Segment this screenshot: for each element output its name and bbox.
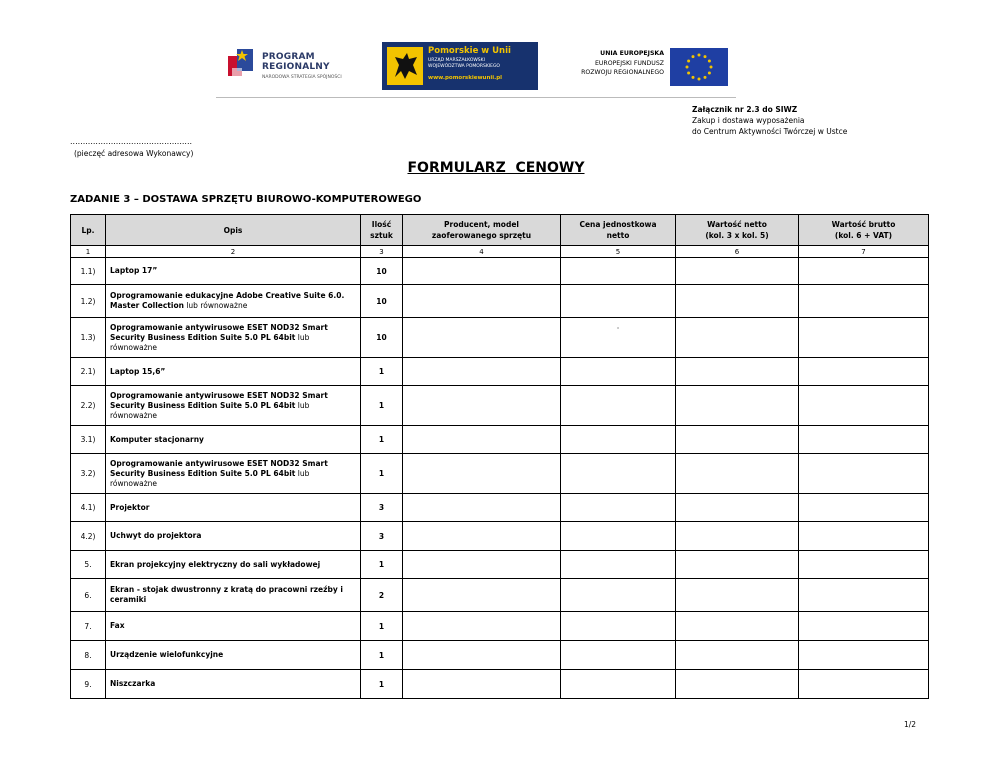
row-producent-cell[interactable] <box>403 258 561 285</box>
row-net-value-cell[interactable] <box>676 641 799 670</box>
row-description-bold: Komputer stacjonarny <box>110 434 204 444</box>
column-header-7: Wartość brutto (kol. 6 + VAT) <box>799 215 929 246</box>
row-description <box>106 318 361 358</box>
row-unit-price-cell[interactable] <box>561 358 676 386</box>
row-description-bold: Uchwyt do projektora <box>110 531 202 540</box>
row-gross-value-cell[interactable] <box>799 258 929 285</box>
column-number-6: 6 <box>676 246 799 258</box>
row-producent-cell[interactable] <box>403 358 561 386</box>
row-description-bold: Niszczarka <box>110 679 156 688</box>
attachment-note <box>692 104 847 137</box>
row-description <box>106 522 361 551</box>
table-row <box>71 641 929 670</box>
row-net-value-cell[interactable] <box>676 258 799 285</box>
row-description-bold: Laptop 15,6” <box>110 366 166 376</box>
row-quantity: 10 <box>361 285 403 318</box>
attachment-line3: do Centrum Aktywności Twórczej w Ustce <box>692 127 848 136</box>
row-net-value-cell[interactable] <box>676 551 799 579</box>
row-quantity: 1 <box>361 386 403 426</box>
row-description-normal: lub równoważne <box>110 400 310 420</box>
row-description-bold: Urządzenie wielofunkcyjne <box>110 650 224 659</box>
pomorskie-logo-line3: WOJEWÓDZTWA POMORSKIEGO <box>428 64 500 69</box>
row-description <box>106 386 361 426</box>
row-gross-value-cell[interactable] <box>799 426 929 454</box>
row-gross-value-cell[interactable] <box>799 641 929 670</box>
row-lp: 5. <box>71 551 106 579</box>
eu-logo-line2: EUROPEJSKI FUNDUSZ <box>594 60 664 67</box>
row-lp: 2.2) <box>71 386 106 426</box>
row-lp: 1.3) <box>71 318 106 358</box>
attachment-line2: Zakup i dostawa wyposażenia <box>692 116 805 125</box>
table-row <box>71 318 929 358</box>
row-lp: 1.2) <box>71 285 106 318</box>
row-lp: 1.1) <box>71 258 106 285</box>
row-quantity: 2 <box>361 579 403 612</box>
row-lp: 4.2) <box>71 522 106 551</box>
table-row <box>71 285 929 318</box>
row-description-bold: Oprogramowanie antywirusowe ESET NOD32 Smart Security Business Edition Suite 5.0 PL 64bit <box>110 458 328 478</box>
column-number-2: 2 <box>106 246 361 258</box>
row-producent-cell[interactable] <box>403 551 561 579</box>
row-lp: 3.1) <box>71 426 106 454</box>
row-gross-value-cell[interactable] <box>799 551 929 579</box>
row-producent-cell[interactable] <box>403 386 561 426</box>
row-gross-value-cell[interactable] <box>799 454 929 494</box>
column-number-3: 3 <box>361 246 403 258</box>
row-unit-price-cell[interactable] <box>561 454 676 494</box>
row-producent-cell[interactable] <box>403 670 561 699</box>
pomorskie-logo <box>382 42 538 90</box>
row-unit-price-cell[interactable] <box>561 494 676 522</box>
row-unit-price-cell[interactable] <box>561 522 676 551</box>
table-row <box>71 358 929 386</box>
row-description-bold: Fax <box>110 621 125 630</box>
row-producent-cell[interactable] <box>403 612 561 641</box>
row-producent-cell[interactable] <box>403 579 561 612</box>
row-description <box>106 454 361 494</box>
program-regionalny-logo <box>228 44 368 86</box>
table-row <box>71 551 929 579</box>
row-gross-value-cell[interactable] <box>799 579 929 612</box>
row-producent-cell[interactable] <box>403 641 561 670</box>
table-row <box>71 612 929 641</box>
page-number: 1/2 <box>904 720 917 729</box>
table-row <box>71 670 929 699</box>
column-number-4: 4 <box>403 246 561 258</box>
row-gross-value-cell[interactable] <box>799 612 929 641</box>
row-quantity: 1 <box>361 641 403 670</box>
row-description <box>106 579 361 612</box>
row-description-bold: Ekran projekcyjny elektryczny do sali wykładowej <box>110 559 321 569</box>
row-description-normal: lub równoważne <box>183 301 248 310</box>
row-unit-price-cell[interactable] <box>561 579 676 612</box>
row-quantity: 10 <box>361 258 403 285</box>
row-description <box>106 641 361 670</box>
column-header-6: Wartość netto (kol. 3 x kol. 5) <box>676 215 799 246</box>
table-row <box>71 386 929 426</box>
pomorskie-logo-line1: Pomorskie w Unii <box>428 46 511 56</box>
row-description <box>106 258 361 285</box>
row-description-normal: lub równoważne <box>110 332 310 352</box>
row-unit-price-cell[interactable] <box>561 612 676 641</box>
row-description-bold: Laptop 17” <box>110 266 158 275</box>
row-lp: 2.1) <box>71 358 106 386</box>
column-header-4: Producent, model zaoferowanego sprzętu <box>403 215 561 246</box>
row-net-value-cell[interactable] <box>676 494 799 522</box>
row-description <box>106 494 361 522</box>
stamp-label: (pieczęć adresowa Wykonawcy) <box>74 149 194 158</box>
row-description <box>106 612 361 641</box>
row-net-value-cell[interactable] <box>676 522 799 551</box>
row-description-bold: Oprogramowanie antywirusowe ESET NOD32 Smart Security Business Edition Suite 5.0 PL 64bit <box>110 390 328 410</box>
program-logo-line3: NARODOWA STRATEGIA SPÓJNOŚCI <box>262 75 342 80</box>
row-description <box>106 285 361 318</box>
row-quantity: 1 <box>361 551 403 579</box>
eu-logo <box>564 46 748 86</box>
program-logo-line1: PROGRAM <box>262 52 315 62</box>
row-gross-value-cell[interactable] <box>799 358 929 386</box>
row-gross-value-cell[interactable] <box>799 318 929 358</box>
row-description <box>106 551 361 579</box>
column-header-5: Cena jednostkowa netto <box>561 215 676 246</box>
row-unit-price-cell[interactable] <box>561 386 676 426</box>
row-unit-price-cell[interactable] <box>561 551 676 579</box>
row-unit-price-cell[interactable] <box>561 285 676 318</box>
row-description <box>106 426 361 454</box>
eu-logo-line3: ROZWOJU REGIONALNEGO <box>581 69 664 76</box>
table-row <box>71 522 929 551</box>
row-quantity: 3 <box>361 522 403 551</box>
pomorskie-logo-line2: URZĄD MARSZAŁKOWSKI <box>428 58 485 63</box>
table-body <box>71 258 929 699</box>
column-number-7: 7 <box>799 246 929 258</box>
table-row <box>71 454 929 494</box>
price-form-table <box>70 214 929 699</box>
row-net-value-cell[interactable] <box>676 454 799 494</box>
row-gross-value-cell[interactable] <box>799 494 929 522</box>
row-quantity: 1 <box>361 612 403 641</box>
table-row <box>71 258 929 285</box>
row-description-bold: Oprogramowanie edukacyjne Adobe Creative Suite 6.0. Master Collection <box>110 291 345 310</box>
column-header-1: Lp. <box>71 215 106 246</box>
griffin-emblem-icon <box>387 47 423 85</box>
row-quantity: 10 <box>361 318 403 358</box>
row-lp: 9. <box>71 670 106 699</box>
row-gross-value-cell[interactable] <box>799 522 929 551</box>
row-description-bold: Oprogramowanie antywirusowe ESET NOD32 Smart Security Business Edition Suite 5.0 PL 64bit <box>110 322 328 342</box>
row-description-bold: Projektor <box>110 502 150 512</box>
row-lp: 3.2) <box>71 454 106 494</box>
row-producent-cell[interactable] <box>403 522 561 551</box>
eu-logo-line1: UNIA EUROPEJSKA <box>600 50 664 57</box>
column-number-1: 1 <box>71 246 106 258</box>
eu-flag-icon <box>670 48 728 86</box>
row-description-normal: lub równoważne <box>110 468 310 488</box>
row-unit-price-cell[interactable] <box>561 318 676 358</box>
row-net-value-cell[interactable] <box>676 386 799 426</box>
row-producent-cell[interactable] <box>403 285 561 318</box>
stray-mark: · <box>616 323 620 333</box>
task-heading: ZADANIE 3 – DOSTAWA SPRZĘTU BIUROWO-KOMPUTEROWEGO <box>70 194 422 205</box>
row-lp: 6. <box>71 579 106 612</box>
table-row <box>71 494 929 522</box>
row-net-value-cell[interactable] <box>676 612 799 641</box>
table-row <box>71 579 929 612</box>
row-lp: 8. <box>71 641 106 670</box>
column-header-3: Ilość sztuk <box>361 215 403 246</box>
row-quantity: 1 <box>361 426 403 454</box>
attachment-label: Załącznik nr 2.3 do SIWZ <box>692 105 798 114</box>
row-producent-cell[interactable] <box>403 426 561 454</box>
pomorskie-logo-url: www.pomorskiewunii.pl <box>428 75 503 81</box>
header-logos <box>228 40 748 90</box>
row-producent-cell[interactable] <box>403 494 561 522</box>
row-net-value-cell[interactable] <box>676 285 799 318</box>
row-unit-price-cell[interactable] <box>561 258 676 285</box>
table-row <box>71 426 929 454</box>
program-logo-line2: REGIONALNY <box>262 62 330 72</box>
row-net-value-cell[interactable] <box>676 318 799 358</box>
row-net-value-cell[interactable] <box>676 358 799 386</box>
column-number-row <box>71 246 929 258</box>
row-quantity: 1 <box>361 670 403 699</box>
row-unit-price-cell[interactable] <box>561 426 676 454</box>
page-title: FORMULARZ CENOWY <box>407 160 585 176</box>
row-net-value-cell[interactable] <box>676 579 799 612</box>
row-lp: 4.1) <box>71 494 106 522</box>
row-quantity: 1 <box>361 358 403 386</box>
row-gross-value-cell[interactable] <box>799 285 929 318</box>
row-quantity: 3 <box>361 494 403 522</box>
row-lp: 7. <box>71 612 106 641</box>
program-regionalny-mark-icon <box>228 46 256 82</box>
column-number-5: 5 <box>561 246 676 258</box>
row-net-value-cell[interactable] <box>676 670 799 699</box>
row-quantity: 1 <box>361 454 403 494</box>
row-description-bold: Ekran - stojak dwustronny z kratą do pracowni rzeźby i ceramiki <box>110 585 343 604</box>
row-producent-cell[interactable] <box>403 454 561 494</box>
row-description <box>106 670 361 699</box>
row-gross-value-cell[interactable] <box>799 386 929 426</box>
stamp-dotted-line: ................................................ <box>70 137 193 146</box>
row-unit-price-cell[interactable] <box>561 641 676 670</box>
row-unit-price-cell[interactable] <box>561 670 676 699</box>
table-header-row <box>71 215 929 246</box>
row-description <box>106 358 361 386</box>
row-net-value-cell[interactable] <box>676 426 799 454</box>
column-header-2: Opis <box>106 215 361 246</box>
row-producent-cell[interactable] <box>403 318 561 358</box>
row-gross-value-cell[interactable] <box>799 670 929 699</box>
header-divider <box>216 97 736 98</box>
